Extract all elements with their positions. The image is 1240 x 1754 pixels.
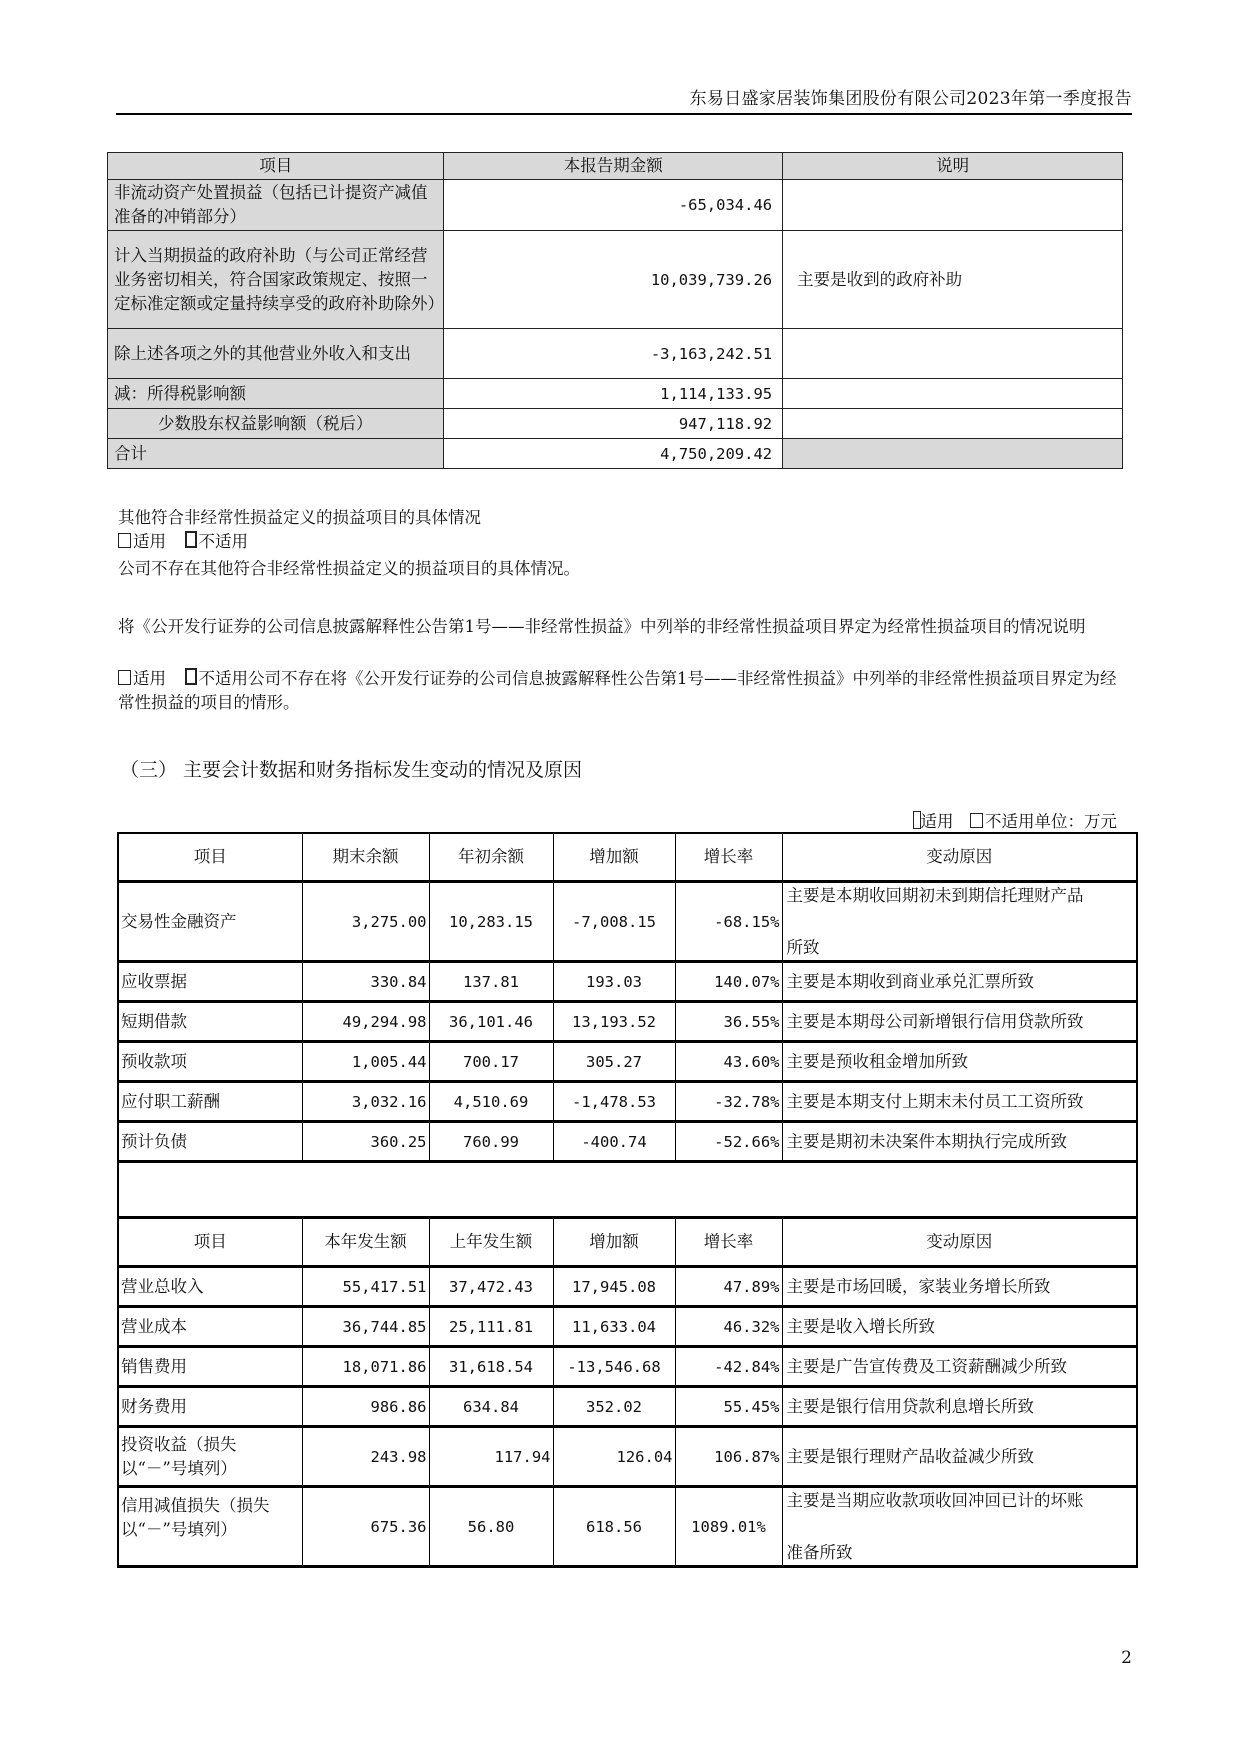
begin-balance-cell: 36,101.46 — [429, 1002, 553, 1042]
begin-balance-cell: 4,510.69 — [429, 1082, 553, 1122]
prior-cell: 25,111.81 — [429, 1307, 553, 1347]
current-cell: 243.98 — [302, 1427, 429, 1487]
table-row — [108, 409, 1123, 439]
table-row — [118, 1042, 1137, 1082]
change-cell: -400.74 — [553, 1122, 675, 1162]
table-row — [118, 1122, 1137, 1162]
item-cell: 减：所得税影响额 — [108, 379, 444, 409]
column-header: 项目 — [108, 153, 444, 180]
reason-cell: 主要是市场回暖，家装业务增长所致 — [782, 1267, 1137, 1307]
header-divider — [116, 113, 1132, 115]
change-cell: 305.27 — [553, 1042, 675, 1082]
income-header-row — [118, 1218, 1137, 1267]
checkbox-applicable-checked[interactable] — [913, 811, 921, 829]
prior-cell: 117.94 — [429, 1427, 553, 1487]
rate-cell: 1089.01% — [675, 1487, 782, 1567]
rate-cell: 106.87% — [675, 1427, 782, 1487]
rate-cell: -32.78% — [675, 1082, 782, 1122]
prior-cell: 37,472.43 — [429, 1267, 553, 1307]
begin-balance-cell: 700.17 — [429, 1042, 553, 1082]
current-cell: 986.86 — [302, 1387, 429, 1427]
reason-cell: 主要是银行理财产品收益减少所致 — [782, 1427, 1137, 1487]
reason-cell: 主要是收入增长所致 — [782, 1307, 1137, 1347]
reason-line: 所致 — [786, 937, 820, 957]
end-balance-cell: 360.25 — [302, 1122, 429, 1162]
current-cell: 55,417.51 — [302, 1267, 429, 1307]
rate-cell: 140.07% — [675, 962, 782, 1002]
column-header: 变动原因 — [782, 1218, 1137, 1267]
table-row — [118, 1347, 1137, 1387]
amount-cell: 947,118.92 — [444, 409, 783, 439]
table-row — [118, 962, 1137, 1002]
rate-cell: -68.15% — [675, 882, 782, 962]
note-cell: 主要是收到的政府补助 — [783, 231, 1123, 329]
option-label: 不适用 — [985, 812, 1035, 831]
option-label: 适用 — [133, 669, 166, 688]
reason-cell: 主要是本期收到商业承兑汇票所致 — [782, 962, 1137, 1002]
rate-cell: -42.84% — [675, 1347, 782, 1387]
prior-cell: 634.84 — [429, 1387, 553, 1427]
item-cell: 预收款项 — [118, 1042, 302, 1082]
amount-cell: 4,750,209.42 — [444, 439, 783, 469]
change-cell: 126.04 — [553, 1427, 675, 1487]
amount-cell: 1,114,133.95 — [444, 379, 783, 409]
other-items-statement: 公司不存在其他符合非经常性损益定义的损益项目的具体情况。 — [118, 559, 580, 578]
note-cell — [783, 379, 1123, 409]
column-header: 本报告期金额 — [444, 153, 783, 180]
prior-cell: 56.80 — [429, 1487, 553, 1567]
item-cell: 交易性金融资产 — [118, 882, 302, 962]
applicability-options — [118, 530, 1128, 554]
item-cell: 销售费用 — [118, 1347, 302, 1387]
option-label: 适用 — [133, 532, 166, 551]
column-header: 项目 — [118, 833, 302, 882]
report-header-title: 东易日盛家居装饰集团股份有限公司2023年第一季度报告 — [689, 89, 1132, 109]
checkbox-not-applicable[interactable] — [970, 813, 983, 828]
reason-line: 主要是当期应收款项收回冲回已计的坏账 — [786, 1490, 1084, 1510]
unit-label: 单位：万元 — [1034, 812, 1117, 831]
end-balance-cell: 1,005.44 — [302, 1042, 429, 1082]
table-row — [108, 379, 1123, 409]
item-cell: 预计负债 — [118, 1122, 302, 1162]
note-cell — [783, 329, 1123, 379]
reason-line: 主要是本期收回期初未到期信托理财产品 — [786, 885, 1084, 905]
reason-cell: 主要是期初未决案件本期执行完成所致 — [782, 1122, 1137, 1162]
item-cell: 应收票据 — [118, 962, 302, 1002]
total-row — [108, 439, 1123, 469]
rate-cell: 46.32% — [675, 1307, 782, 1347]
page-number: 2 — [1121, 1648, 1132, 1668]
item-cell: 合计 — [108, 439, 444, 469]
end-balance-cell: 3,032.16 — [302, 1082, 429, 1122]
rate-cell: 55.45% — [675, 1387, 782, 1427]
item-cell: 投资收益（损失以“－”号填列） — [118, 1427, 302, 1487]
table-row — [118, 1082, 1137, 1122]
reason-cell: 主要是本期支付上期末未付员工工资所致 — [782, 1082, 1137, 1122]
unit-line — [913, 808, 1118, 832]
amount-cell: -3,163,242.51 — [444, 329, 783, 379]
table-row — [118, 1427, 1137, 1487]
option-label: 适用 — [920, 812, 954, 831]
key-indicators-change-table — [117, 832, 1138, 1568]
table-row — [118, 1002, 1137, 1042]
prior-cell: 31,618.54 — [429, 1347, 553, 1387]
item-cell: 应付职工薪酬 — [118, 1082, 302, 1122]
change-cell: 11,633.04 — [553, 1307, 675, 1347]
column-header: 增长率 — [675, 833, 782, 882]
column-header: 增加额 — [553, 1218, 675, 1267]
rate-cell: 43.60% — [675, 1042, 782, 1082]
item-cell: 财务费用 — [118, 1387, 302, 1427]
reason-cell: 主要是银行信用贷款利息增长所致 — [782, 1387, 1137, 1427]
change-cell: 352.02 — [553, 1387, 675, 1427]
table-row — [118, 1307, 1137, 1347]
amount-cell: -65,034.46 — [444, 180, 783, 231]
checkbox-not-applicable[interactable] — [185, 531, 197, 548]
section-title: （三） 主要会计数据和财务指标发生变动的情况及原因 — [120, 759, 583, 781]
column-header: 本年发生额 — [302, 1218, 429, 1267]
blank-cell — [118, 1162, 1137, 1218]
note-cell — [783, 439, 1123, 469]
rate-cell: -52.66% — [675, 1122, 782, 1162]
item-cell: 营业总收入 — [118, 1267, 302, 1307]
table-row — [118, 1267, 1137, 1307]
option-label: 不适用 — [198, 532, 248, 551]
column-header: 增加额 — [553, 833, 675, 882]
item-cell: 短期借款 — [118, 1002, 302, 1042]
reason-cell: 主要是预收租金增加所致 — [782, 1042, 1137, 1082]
current-cell: 36,744.85 — [302, 1307, 429, 1347]
end-balance-cell: 330.84 — [302, 962, 429, 1002]
change-cell: 193.03 — [553, 962, 675, 1002]
reason-cell — [782, 1487, 1137, 1567]
end-balance-cell: 49,294.98 — [302, 1002, 429, 1042]
note-cell — [783, 180, 1123, 231]
table-row — [118, 882, 1137, 962]
item-cell: 非流动资产处置损益（包括已计提资产减值准备的冲销部分） — [108, 180, 444, 231]
column-header: 年初余额 — [429, 833, 553, 882]
non-recurring-items-table — [107, 152, 1123, 469]
item-cell: 信用减值损失（损失以“－”号填列） — [118, 1487, 302, 1567]
reclassification-title: 将《公开发行证券的公司信息披露解释性公告第1号——非经常性损益》中列举的非经常性损益项目界定为经常性损益项目的情况说明 — [118, 617, 1086, 636]
item-cell: 少数股东权益影响额（税后） — [108, 409, 444, 439]
item-cell: 营业成本 — [118, 1307, 302, 1347]
begin-balance-cell: 10,283.15 — [429, 882, 553, 962]
current-cell: 675.36 — [302, 1487, 429, 1567]
current-cell: 18,071.86 — [302, 1347, 429, 1387]
spacer-row — [118, 1162, 1137, 1218]
checkbox-applicable[interactable] — [118, 670, 131, 685]
change-cell: -13,546.68 — [553, 1347, 675, 1387]
change-cell: 618.56 — [553, 1487, 675, 1567]
option-label: 不适用 — [198, 669, 248, 688]
reason-cell: 主要是广告宣传费及工资薪酬减少所致 — [782, 1347, 1137, 1387]
table-header-row — [108, 153, 1123, 180]
note-cell — [783, 409, 1123, 439]
change-cell: 13,193.52 — [553, 1002, 675, 1042]
item-cell: 除上述各项之外的其他营业外收入和支出 — [108, 329, 444, 379]
end-balance-cell: 3,275.00 — [302, 882, 429, 962]
table-row — [108, 329, 1123, 379]
reason-line: 准备所致 — [786, 1542, 853, 1562]
column-header: 增长率 — [675, 1218, 782, 1267]
table-row — [108, 180, 1123, 231]
reason-cell — [782, 882, 1137, 962]
item-cell: 计入当期损益的政府补助（与公司正常经营业务密切相关，符合国家政策规定、按照一定标准定额或定量持续享受的政府补助除外） — [108, 231, 444, 329]
table-row — [118, 1487, 1137, 1567]
other-items-title: 其他符合非经常性损益定义的损益项目的具体情况 — [118, 508, 481, 527]
checkbox-not-applicable[interactable] — [185, 668, 197, 685]
column-header: 上年发生额 — [429, 1218, 553, 1267]
column-header: 项目 — [118, 1218, 302, 1267]
column-header: 期末余额 — [302, 833, 429, 882]
rate-cell: 47.89% — [675, 1267, 782, 1307]
column-header: 变动原因 — [782, 833, 1137, 882]
begin-balance-cell: 760.99 — [429, 1122, 553, 1162]
table-row — [118, 1387, 1137, 1427]
column-header: 说明 — [783, 153, 1123, 180]
change-cell: -7,008.15 — [553, 882, 675, 962]
statement-text: 公司不存在将《公开发行证券的公司信息披露解释性公告第1号——非经常性损益》中列举的非经常性损益项目界定为经常性损益的项目的情形。 — [118, 669, 1117, 712]
change-cell: -1,478.53 — [553, 1082, 675, 1122]
amount-cell: 10,039,739.26 — [444, 231, 783, 329]
balance-header-row — [118, 833, 1137, 882]
rate-cell: 36.55% — [675, 1002, 782, 1042]
checkbox-applicable[interactable] — [118, 533, 131, 548]
table-row — [108, 231, 1123, 329]
reclassification-statement — [118, 667, 1128, 715]
begin-balance-cell: 137.81 — [429, 962, 553, 1002]
change-cell: 17,945.08 — [553, 1267, 675, 1307]
reason-cell: 主要是本期母公司新增银行信用贷款所致 — [782, 1002, 1137, 1042]
